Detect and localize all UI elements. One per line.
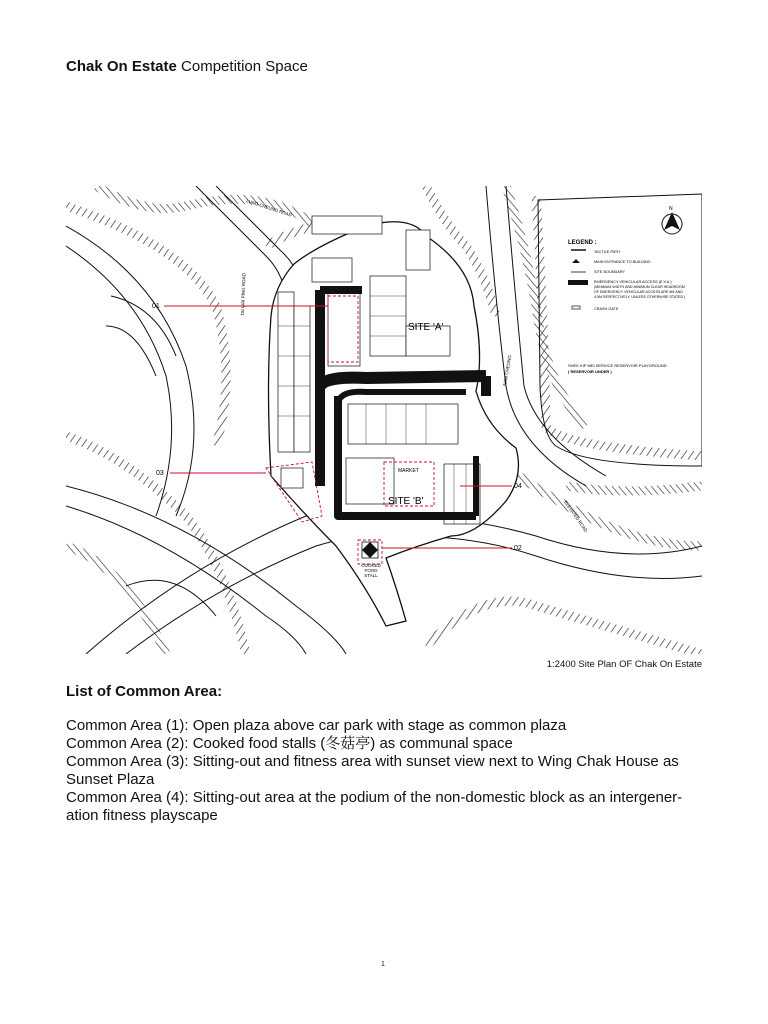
legend-entrance-icon <box>572 259 580 263</box>
legend-item: OF EMERGENCY VEHICULAR ACCESS ARE 6M AND <box>594 290 683 294</box>
road-label-left: TAI WAI PING ROAD <box>240 273 247 317</box>
page-number: 1 <box>381 961 385 968</box>
common-area-list <box>66 717 706 825</box>
callout-03: 03 <box>156 470 164 477</box>
legend-item: 4.5M RESPECTIVELY, UNLESS OTHERWISE STATED.) <box>594 295 686 299</box>
road-label-elevated: ELEVATED ROAD <box>563 499 589 533</box>
title-rest: Competition Space <box>176 58 308 75</box>
road-label-right: NAM CHEONG <box>502 354 513 387</box>
cooked-food-label-2: FOOD <box>364 568 378 573</box>
list-item: Common Area (2): Cooked food stalls (冬菇亭) as communal space <box>66 735 513 752</box>
legend-item: TACTILE PATH <box>594 250 620 254</box>
reservoir-playground <box>538 194 702 466</box>
market-label: MARKET <box>398 468 419 474</box>
legend-item: EMERGENCY VEHICULAR ACCESS (E.V.A.) <box>594 280 672 284</box>
callout-01: 01 <box>152 303 160 310</box>
list-item: Common Area (3): Sitting-out and fitness area with sunset view next to Wing Chak House as Sunset Plaza <box>66 753 679 788</box>
legend-title: LEGEND : <box>568 240 597 246</box>
cooked-food-label-1: COOKED <box>361 563 381 568</box>
legend-crash-gate-symbol <box>572 306 580 309</box>
legend-item: SITE BOUNDARY <box>594 270 625 274</box>
legend <box>568 240 685 311</box>
reservoir-label-2: ( RESERVOIR UNDER ) <box>568 369 612 374</box>
callout-02: 02 <box>514 545 522 552</box>
cooked-food-label-3: STALL <box>364 573 378 578</box>
site-plan-drawing <box>66 186 702 654</box>
list-item: Common Area (4): Sitting-out area at the podium of the non-domestic block as an intergener-ation fitness playscape <box>66 789 683 824</box>
list-heading: List of Common Area: <box>66 683 223 700</box>
road-label-top: LUNG CHEUNG ROAD <box>245 198 293 218</box>
list-item: Common Area (1): Open plaza above car park with stage as common plaza <box>66 717 567 734</box>
callout-04: 04 <box>514 483 522 490</box>
legend-item: CRASH GATE <box>594 307 619 311</box>
figure-caption: 1:2400 Site Plan OF Chak On Estate <box>546 659 702 670</box>
document-title <box>66 58 308 75</box>
site-b-label: SITE 'B' <box>388 496 424 507</box>
legend-eva-symbol <box>568 280 588 285</box>
svg-text:N: N <box>669 206 673 212</box>
site-a-label: SITE 'A' <box>408 322 444 333</box>
north-arrow-icon <box>662 206 682 234</box>
site-plan-figure <box>66 186 702 654</box>
title-bold: Chak On Estate <box>66 58 177 75</box>
legend-item: MAIN ENTRANCE TO BUILDING <box>594 260 651 264</box>
reservoir-label-1: SHEK KIP MEI SERVICE RESERVOIR PLAYGROUND <box>568 363 667 368</box>
legend-item: (MINIMUM WIDTH AND MINIMUM CLEAR HEADROOM <box>594 285 685 289</box>
